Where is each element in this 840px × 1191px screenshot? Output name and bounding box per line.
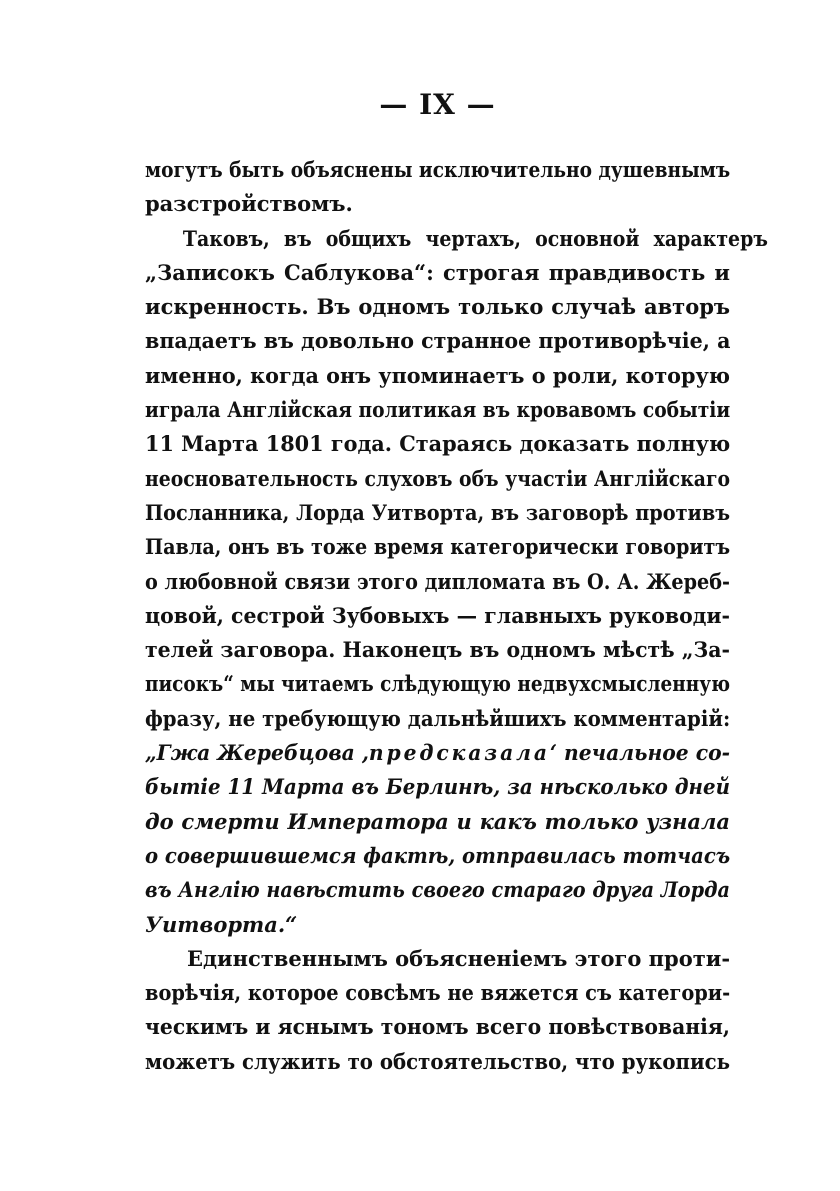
text-line: писокъ“ мы читаемъ слѣдующую недвухсмысленную: [145, 671, 731, 697]
text-line: цовой, сестрой Зубовыхъ — главныхъ руководи-: [145, 602, 731, 628]
quotation: [145, 736, 730, 942]
quote-line: до смерти Императора и какъ только узнала: [145, 808, 730, 834]
paragraph-2: [145, 222, 768, 736]
text-line: телей заговора. Наконецъ въ одномъ мѣстѣ „За-: [145, 637, 731, 663]
paragraph-3: [145, 942, 730, 1079]
text-line: Таковъ, въ общихъ чертахъ, основной характеръ: [182, 225, 768, 251]
quote-line: въ Англію навѣстить своего стараго друга Лорда: [145, 877, 730, 903]
quote-text-spaced: предсказала: [368, 740, 550, 766]
quote-text: ‘ печальное со-: [549, 740, 731, 766]
paragraph-1: [145, 153, 730, 222]
text-line: можетъ служить то обстоятельство, что рукопись: [145, 1048, 730, 1074]
text-line: могутъ быть объяснены исключительно душевнымъ: [145, 157, 731, 182]
text-line: играла Англійская политикая въ кровавомъ событіи: [145, 397, 731, 423]
quote-text: „Гжа Жеребцова ,: [145, 740, 369, 766]
text-line: разстройствомъ.: [145, 191, 353, 217]
text-line: Посланника, Лорда Уитворта, въ заговорѣ противъ: [145, 499, 730, 525]
text-line: неосновательность слуховъ объ участіи Англійскаго: [145, 465, 731, 491]
text-line: Единственнымъ объясненіемъ этого проти-: [187, 945, 731, 971]
text-line: ческимъ и яснымъ тономъ всего повѣствованія,: [145, 1014, 730, 1040]
text-line: именно, когда онъ упоминаетъ о роли, которую: [145, 362, 730, 388]
text-line: впадаетъ въ довольно странное противорѣчіе, а: [145, 328, 731, 354]
text-line: фразу, не требующую дальнѣйшихъ комментарій:: [145, 705, 731, 731]
text-line: о любовной связи этого дипломата въ О. А. Жереб-: [145, 568, 731, 594]
text-line: „Записокъ Саблукова“: строгая правдивость и: [145, 259, 730, 285]
text-line: 11 Марта 1801 года. Стараясь доказать полную: [145, 431, 731, 457]
page-body: [145, 88, 768, 1079]
text-line: ворѣчія, которое совсѣмъ не вяжется съ категори-: [145, 980, 731, 1006]
text-line: Павла, онъ въ тоже время категорически говоритъ: [145, 534, 731, 560]
quote-line: Уитворта.“: [145, 911, 298, 937]
quote-line: о совершившемся фактѣ, отправилась тотчасъ: [145, 842, 731, 868]
page-number: — IX —: [379, 88, 496, 121]
quote-line: бытіе 11 Марта въ Берлинѣ, за нѣсколько дней: [145, 774, 730, 800]
text-line: искренность. Въ одномъ только случаѣ авторъ: [145, 294, 730, 320]
quote-line: [145, 736, 730, 770]
